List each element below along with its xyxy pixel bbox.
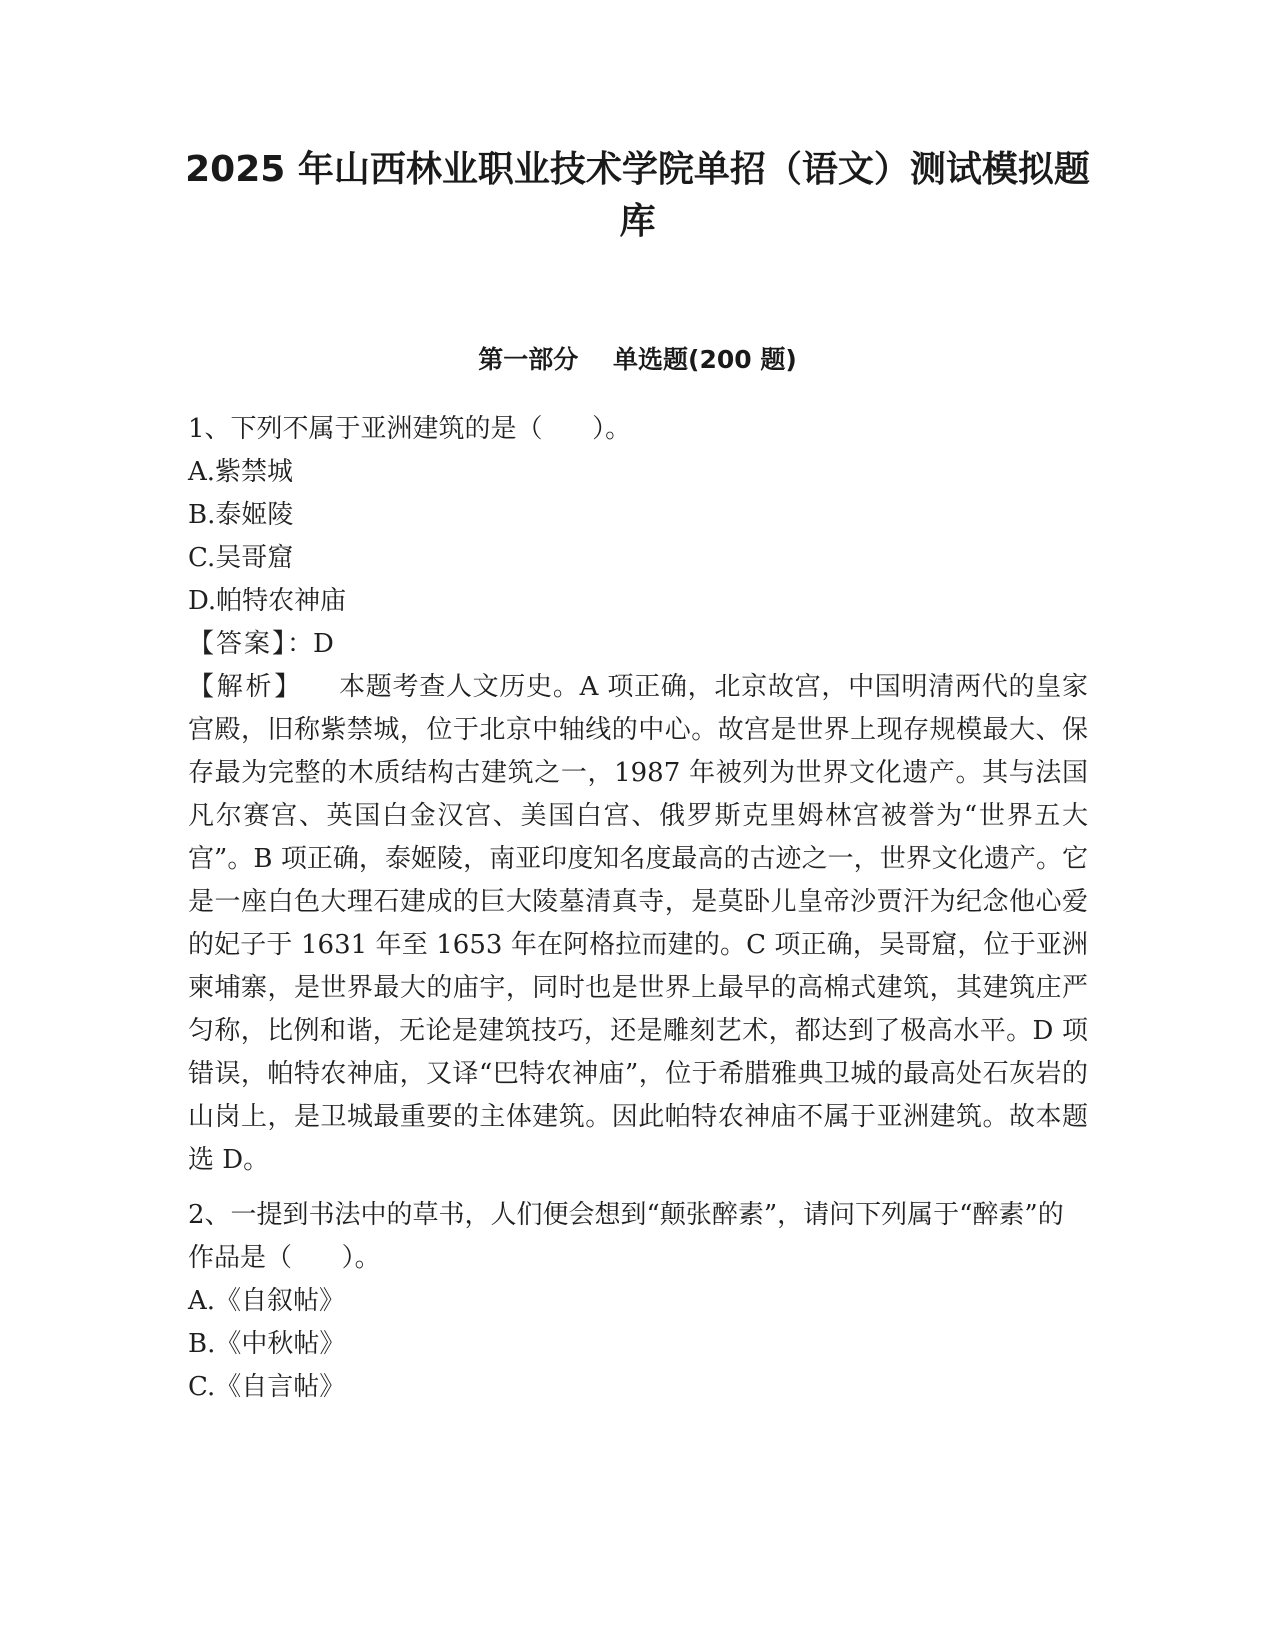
analysis-paragraph (188, 666, 1088, 1182)
option-b: B.泰姬陵 (188, 500, 294, 530)
option-a: A.紫禁城 (188, 457, 294, 487)
section-heading: 第一部分 单选题(200 题) (478, 345, 797, 374)
question-stem: 1、下列不属于亚洲建筑的是（ ）。 (188, 414, 632, 444)
analysis-text: 本题考查人文历史。A 项正确，北京故宫，中国明清两代的皇家宫殿，旧称紫禁城，位于北京中轴线的中心。故宫是世界上现存规模最大、保存最为完整的木质结构古建筑之一，1987 年被列为世界文化遗产。其与法国凡尔赛宫、英国白金汉宫、美国白宫、俄罗斯克里姆林宫被誉为“世界五大宫”。B 项正确，泰姬陵，南亚印度知名度最高的古迹之一，世界文化遗产。它是一座白色大理石建成的巨大陵墓清真寺，是莫卧儿皇帝沙贾汗为纪念他心爱的妃子于 1631 年至 1653 年在阿格拉而建的。C 项正确，吴哥窟，位于亚洲柬埔寨，是世界最大的庙宇，同时也是世界上最早的高棉式建筑，其建筑庄严匀称，比例和谐，无论是建筑技巧，还是雕刻艺术，都达到了极高水平。D 项错误，帕特农神庙，又译“巴特农神庙”，位于希腊雅典卫城的最高处石灰岩的山岗上，是卫城最重要的主体建筑。因此帕特农神庙不属于亚洲建筑。故本题选 D。 (188, 672, 1088, 1175)
analysis-label: 【解析】 (188, 672, 303, 702)
option-d: D.帕特农神庙 (188, 586, 347, 616)
option-c: C.《自言帖》 (188, 1372, 346, 1402)
option-c: C.吴哥窟 (188, 543, 294, 573)
question-stem: 2、一提到书法中的草书，人们便会想到“颠张醉素”，请问下列属于“醉素”的作品是（ ）。 (188, 1200, 1064, 1273)
answer-value: ：D (287, 629, 334, 659)
question-2 (188, 1194, 1088, 1409)
answer-label: 【答案】 (188, 629, 288, 659)
question-1 (188, 408, 1088, 1182)
question-list (188, 408, 1088, 1421)
option-b: B.《中秋帖》 (188, 1329, 346, 1359)
document-title: 2025 年山西林业职业技术学院单招（语文）测试模拟题库 (185, 149, 1090, 242)
option-a: A.《自叙帖》 (188, 1286, 346, 1316)
answer-line (188, 623, 1088, 666)
